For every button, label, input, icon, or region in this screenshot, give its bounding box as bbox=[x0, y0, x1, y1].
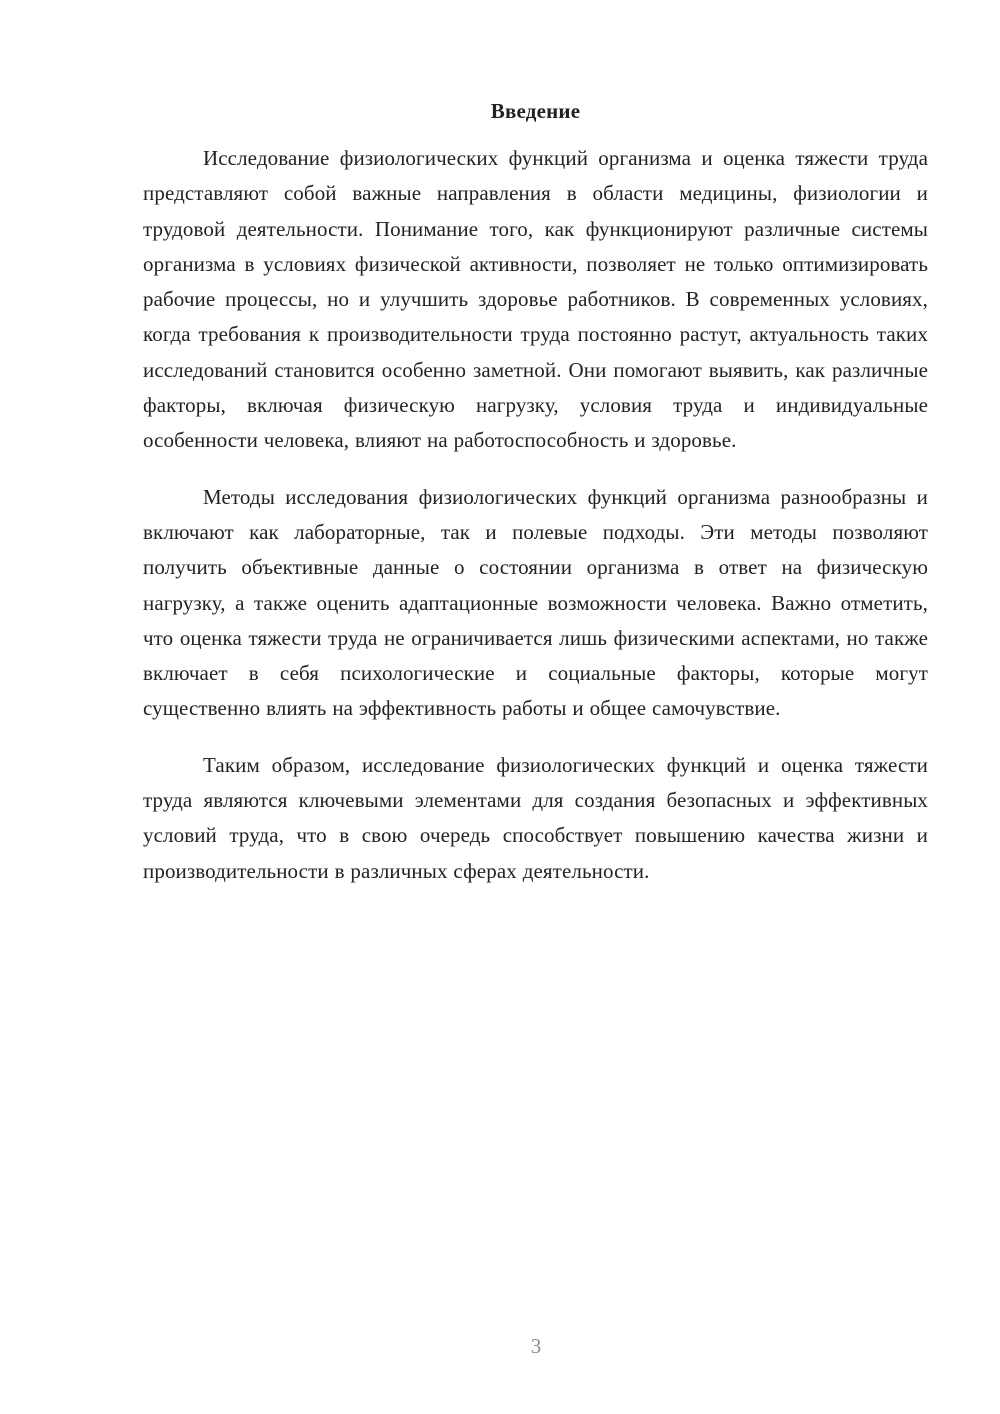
paragraph-conclusion: Таким образом, исследование физиологических функций и оценка тяжести труда являются ключевыми элементами для создания безопасных и эффективных условий труда, что в свою очередь способствует повышению качества жизни и производительности в различных сферах деятельности. bbox=[143, 752, 928, 883]
body-text bbox=[143, 141, 928, 889]
paragraph-methods: Методы исследования физиологических функций организма разнообразны и включают как лабораторные, так и полевые подходы. Эти методы позволяют получить объективные данные о состоянии организма в ответ на физическую нагрузку, а также оценить адаптационные возможности человека. Важно отметить, что оценка тяжести труда не ограничивается лишь физическими аспектами, но также включает в себя психологические и социальные факторы, которые могут существенно влиять на эффективность работы и общее самочувствие. bbox=[143, 484, 928, 721]
section-heading: Введение bbox=[490, 99, 581, 123]
page-number: 3 bbox=[530, 1334, 542, 1358]
paragraph-introduction: Исследование физиологических функций организма и оценка тяжести труда представляют собой важные направления в области медицины, физиологии и трудовой деятельности. Понимание того, как функционируют различные системы организма в условиях физической активности, позволяет не только оптимизировать рабочие процессы, но и улучшить здоровье работников. В современных условиях, когда требования к производительности труда постоянно растут, актуальность таких исследований становится особенно заметной. Они помогают выявить, как различные факторы, включая физическую нагрузку, условия труда и индивидуальные особенности человека, влияют на работоспособность и здоровье. bbox=[143, 146, 928, 453]
